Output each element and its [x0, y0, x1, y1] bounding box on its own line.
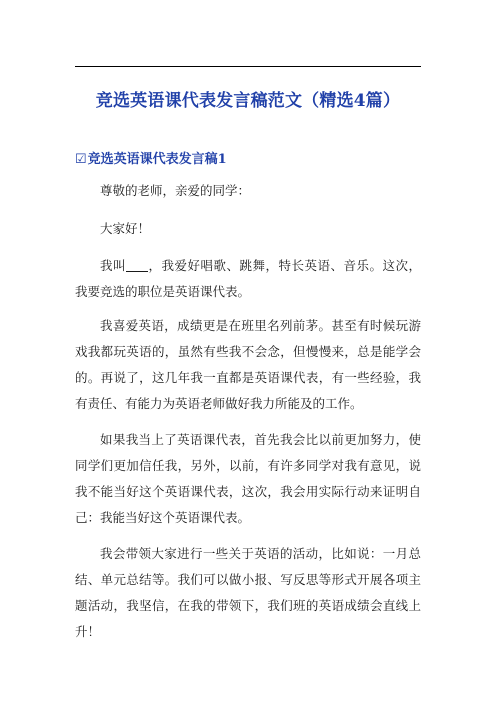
- checkbox-icon: ☑: [75, 152, 87, 167]
- paragraph-4-text: 我喜爱英语，成绩更是在班里名列前茅。甚至有时候玩游戏我都玩英语的，虽然有些我不会念，但慢慢来，总是能学会的。再说了，这几年我一直都是英语课代表，有一些经验，我有责任、有能力为英语老师做好我力所能及的工作。: [75, 318, 421, 411]
- greeting-text: 尊敬的老师，亲爱的同学：: [100, 183, 251, 198]
- paragraph-6-text: 我会带领大家进行一些关于英语的活动，比如说：一月总结、单元总结等。我们可以做小报、写反思等形式开展各项主题活动，我坚信，在我的带领下，我们班的英语成绩会直线上升！: [75, 546, 421, 639]
- paragraph-intro: [75, 253, 421, 305]
- section-heading-text: 竞选英语课代表发言稿1: [87, 152, 227, 167]
- intro-text-after: ，我爱好唱歌、跳舞，特长英语、音乐。这次，我要竞选的职位是英语课代表。: [75, 258, 421, 299]
- paragraph-5: [75, 427, 421, 531]
- header-rule: [75, 66, 421, 67]
- paragraph-6: [75, 541, 421, 645]
- intro-text-before: 我叫: [100, 258, 126, 273]
- paragraph-5-text: 如果我当上了英语课代表，首先我会比以前更加努力，使同学们更加信任我，另外，以前，有许多同学对我有意见，说我不能当好这个英语课代表，这次，我会用实际行动来证明自己：我能当好这个英语课代表。: [75, 432, 421, 525]
- section-heading: [75, 148, 227, 167]
- hello-text: 大家好！: [100, 221, 151, 236]
- document-title: 竞选英语课代表发言稿范文（精选4篇）: [95, 91, 401, 111]
- name-blank: [126, 259, 148, 272]
- paragraph-greeting: [75, 178, 421, 204]
- paragraph-hello: [75, 216, 421, 242]
- paragraph-4: [75, 313, 421, 417]
